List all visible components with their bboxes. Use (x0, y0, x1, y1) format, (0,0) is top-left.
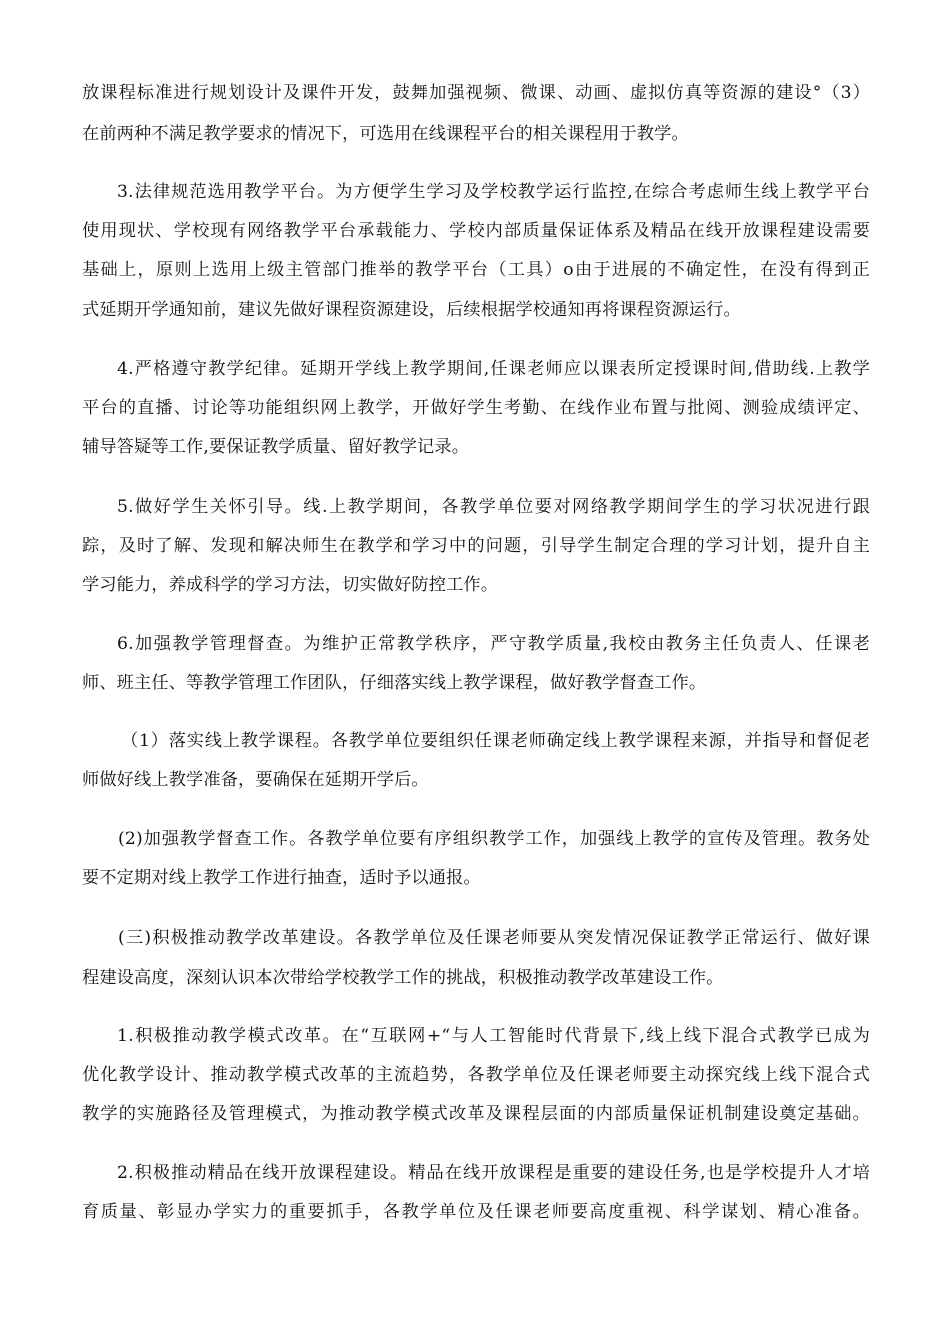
text-line: (三)积极推动教学改革建设。各教学单位及任课老师要从突发情况保证教学正常运行、做好课 (118, 928, 870, 948)
text-line: 4.严格遵守教学纪律。延期开学线上教学期间,任课老师应以课表所定授课时间,借助线.上教学 (117, 359, 870, 379)
text-line: 2.积极推动精品在线开放课程建设。精品在线开放课程是重要的建设任务,也是学校提升人才培 (117, 1163, 870, 1183)
text-line: 在前两种不满足教学要求的情况下，可选用在线课程平台的相关课程用于教学。 (82, 124, 689, 144)
text-line: 6.加强教学管理督查。为维护正常教学秩序，严守教学质量,我校由教务主任负责人、任课老 (117, 634, 870, 654)
text-line: 师做好线上教学准备，要确保在延期开学后。 (82, 770, 429, 790)
text-line: 学习能力，养成科学的学习方法，切实做好防控工作。 (82, 575, 499, 595)
text-line: 辅导答疑等工作,要保证教学质量、留好教学记录。 (82, 437, 470, 457)
text-line: 使用现状、学校现有网络教学平台承载能力、学校内部质量保证体系及精品在线开放课程建设需要 (82, 221, 870, 241)
text-line: 程建设高度，深刻认识本次带给学校教学工作的挑战，积极推动教学改革建设工作。 (82, 968, 724, 988)
text-line: （1）落实线上教学课程。各教学单位要组织任课老师确定线上教学课程来源，并指导和督促老 (121, 731, 870, 751)
text-line: 3.法律规范选用教学平台。为方便学生学习及学校教学运行监控,在综合考虑师生线上教学平台 (117, 182, 870, 202)
text-line: 育质量、彰显办学实力的重要抓手，各教学单位及任课老师要高度重视、科学谋划、精心准备。 (82, 1202, 870, 1222)
text-line: 基础上，原则上选用上级主管部门推举的教学平台（工具）o由于进展的不确定性，在没有得到正 (82, 260, 870, 280)
text-line: 1.积极推动教学模式改革。在“互联网+“与人工智能时代背景下,线上线下混合式教学已成为 (117, 1026, 870, 1046)
text-line: 要不定期对线上教学工作进行抽查，适时予以通报。 (82, 868, 481, 888)
text-line: 教学的实施路径及管理模式，为推动教学模式改革及课程层面的内部质量保证机制建设奠定基础。 (82, 1104, 870, 1124)
text-line: (2)加强教学督查工作。各教学单位要有序组织教学工作，加强线上教学的宣传及管理。教务处 (118, 829, 870, 849)
text-line: 式延期开学通知前，建议先做好课程资源建设，后续根据学校通知再将课程资源运行。 (82, 300, 741, 320)
text-line: 平台的直播、讨论等功能组织网上教学，开做好学生考勤、在线作业布置与批阅、测验成绩评定、 (82, 398, 870, 418)
text-line: 放课程标准进行规划设计及课件开发，鼓舞加强视频、微课、动画、虚拟仿真等资源的建设°（3） (82, 83, 870, 103)
text-line: 5.做好学生关怀引导。线.上教学期间，各教学单位要对网络教学期间学生的学习状况进行跟 (117, 497, 870, 517)
text-line: 师、班主任、等教学管理工作团队，仔细落实线上教学课程，做好教学督查工作。 (82, 673, 707, 693)
text-line: 优化教学设计、推动教学模式改革的主流趋势，各教学单位及任课老师要主动探究线上线下混合式 (82, 1065, 870, 1085)
text-line: 踪，及时了解、发现和解决师生在教学和学习中的问题，引导学生制定合理的学习计划，提升自主 (82, 536, 870, 556)
